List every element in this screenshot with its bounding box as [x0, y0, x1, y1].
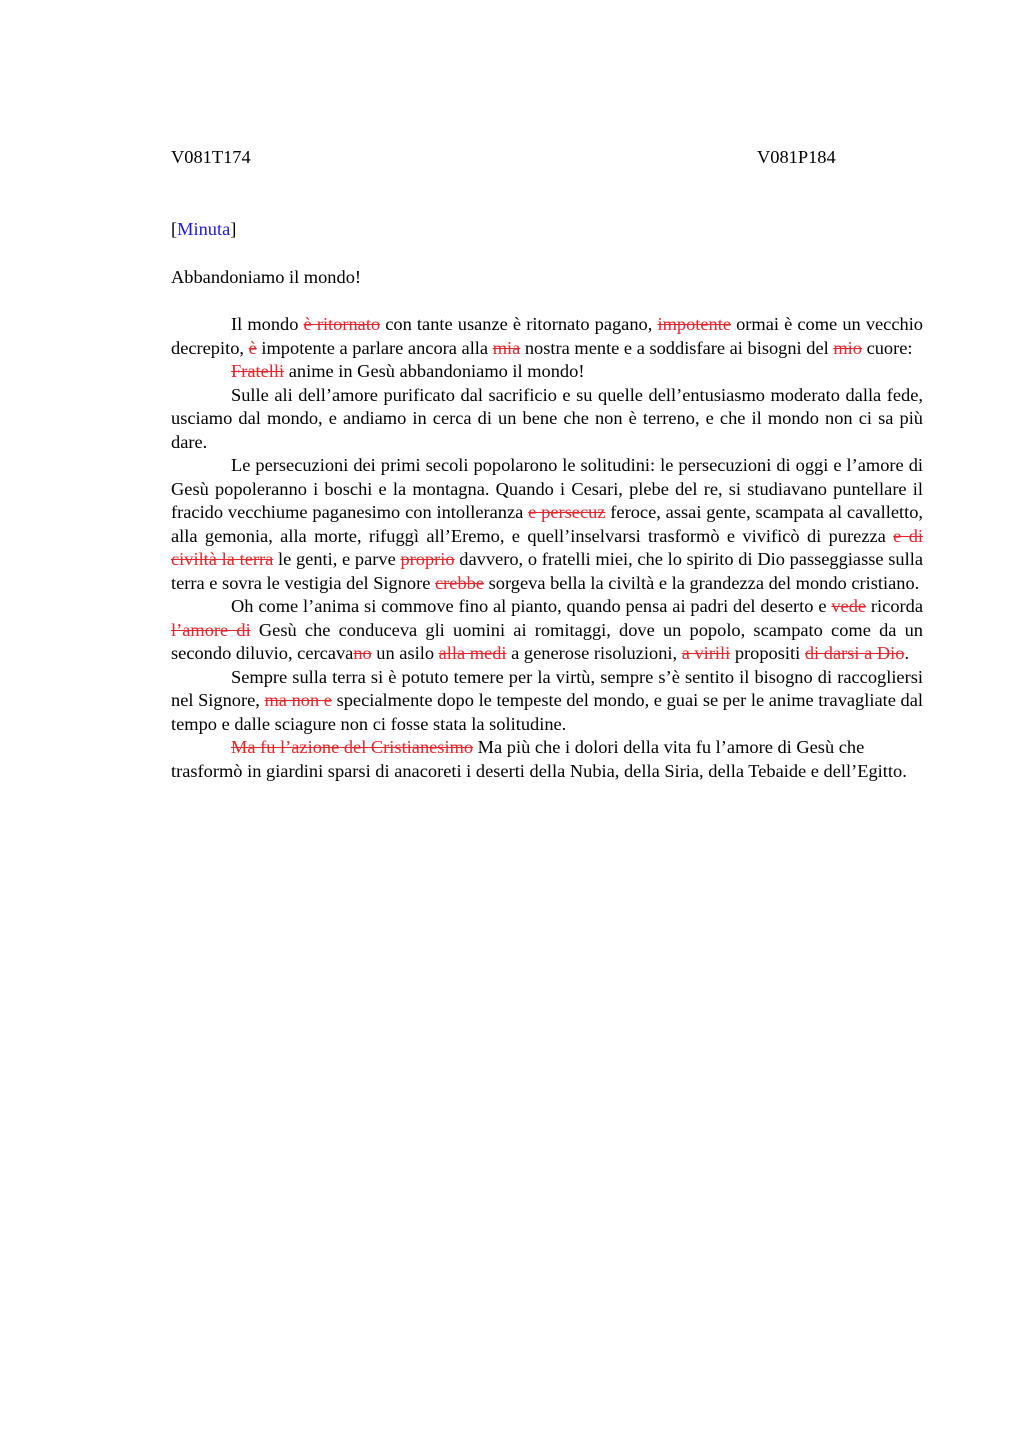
text-segment: le genti, e parve: [273, 549, 401, 569]
paragraph: [171, 360, 923, 384]
deleted-text: mia: [492, 337, 521, 358]
paragraph: [171, 595, 923, 666]
text-segment: Sempre sulla terra si è potuto temere per la virtù, sempre s’è sentito il bisogno di raccogliersi nel Signore,: [171, 666, 923, 710]
text-segment: .: [904, 643, 910, 663]
deleted-text: a virili: [681, 643, 731, 663]
paragraph: [171, 454, 923, 595]
text-segment: Sulle ali dell’amore purificato dal sacrificio e su quelle dell’entusiasmo moderato dalla fede, usciamo dal mondo, e andiamo in cerca di un bene che non è terreno, e che il mondo non ci sa più dare.: [171, 384, 923, 452]
text-segment: feroce, assai gente, scampata al cavalletto, alla gemonia, alla morte, rifuggì all’Eremo, e quell’inselvarsi trasformò e vivificò di purezza: [171, 502, 923, 546]
deleted-text: vede: [831, 596, 867, 616]
document-body: [171, 313, 923, 783]
paragraph: [171, 666, 923, 737]
document-title: Abbandoniamo il mondo!: [171, 267, 362, 287]
deleted-text: ma non e: [264, 690, 332, 710]
deleted-text: e persecuz: [528, 502, 606, 522]
deleted-text: proprio: [400, 549, 455, 569]
deleted-text: è ritornato: [303, 314, 381, 334]
text-segment: Oh come l’anima si commove fino al pianto, quando pensa ai padri del deserto e: [231, 596, 832, 616]
text-segment: Ma più che i dolori della vita fu l’amore di Gesù che trasformò in giardini sparsi di anacoreti i deserti della Nubia, della Siria, della Tebaide e dell’Egitto.: [171, 737, 907, 781]
text-segment: Il mondo: [231, 314, 304, 334]
text-segment: anime in Gesù abbandoniamo il mondo!: [284, 361, 585, 381]
deleted-text: l’amore di: [171, 619, 251, 640]
text-segment: a generose risoluzioni,: [506, 643, 682, 663]
minuta-tag: [171, 218, 236, 242]
text-segment: ricorda: [866, 596, 924, 616]
text-segment: Le persecuzioni dei primi secoli popolarono le solitudini: le persecuzioni di oggi e l’amore di Gesù popoleranno i boschi e la montagna. Quando i Cesari, plebe del re, si studiavano puntellare il fracido vecchiume paganesimo con intolleranza: [171, 455, 923, 522]
paragraph: [171, 736, 923, 783]
deleted-text: è: [248, 337, 257, 358]
tag-open-bracket: [: [171, 219, 178, 239]
text-segment: davvero, o fratelli miei, che lo spirito di Dio passeggiasse sulla terra e sovra le vestigia del Signore: [171, 549, 924, 593]
deleted-text: Ma fu l’azione del Cristianesimo: [231, 737, 474, 757]
paragraph: [171, 313, 923, 360]
deleted-text: alla medi: [438, 643, 507, 663]
text-segment: con tante usanze è ritornato pagano,: [380, 314, 658, 334]
text-segment: Gesù che conduceva gli uomini ai romitaggi, dove un popolo, scampato come da un secondo diluvio, cercava: [171, 619, 923, 663]
text-segment: sorgeva bella la civiltà e la grandezza del mondo cristiano.: [484, 572, 920, 593]
document-code-left: V081T174: [171, 147, 251, 167]
deleted-text: e di civiltà la terra: [171, 525, 923, 569]
text-segment: ormai è come un vecchio decrepito,: [171, 314, 924, 358]
text-segment: un asilo: [371, 643, 439, 663]
text-segment: cuore:: [861, 337, 913, 358]
text-segment: propositi: [730, 643, 805, 663]
text-segment: impotente a parlare ancora alla: [256, 337, 493, 358]
deleted-text: impotente: [657, 314, 731, 334]
deleted-text: mio: [833, 337, 862, 358]
page-code-right: V081P184: [757, 147, 836, 167]
deleted-text: no: [353, 643, 372, 663]
deleted-text: Fratelli: [231, 361, 285, 381]
deleted-text: di darsi a Dio: [804, 643, 905, 663]
tag-close-bracket: ]: [230, 219, 237, 239]
tag-label: Minuta: [177, 219, 231, 239]
paragraph: [171, 384, 923, 455]
text-segment: specialmente dopo le tempeste del mondo, e guai se per le anime travagliate dal tempo e dalle sciagure non ci fosse stata la solitudine.: [171, 690, 923, 734]
deleted-text: crebbe: [435, 572, 485, 593]
text-segment: nostra mente e a soddisfare ai bisogni del: [520, 337, 834, 358]
